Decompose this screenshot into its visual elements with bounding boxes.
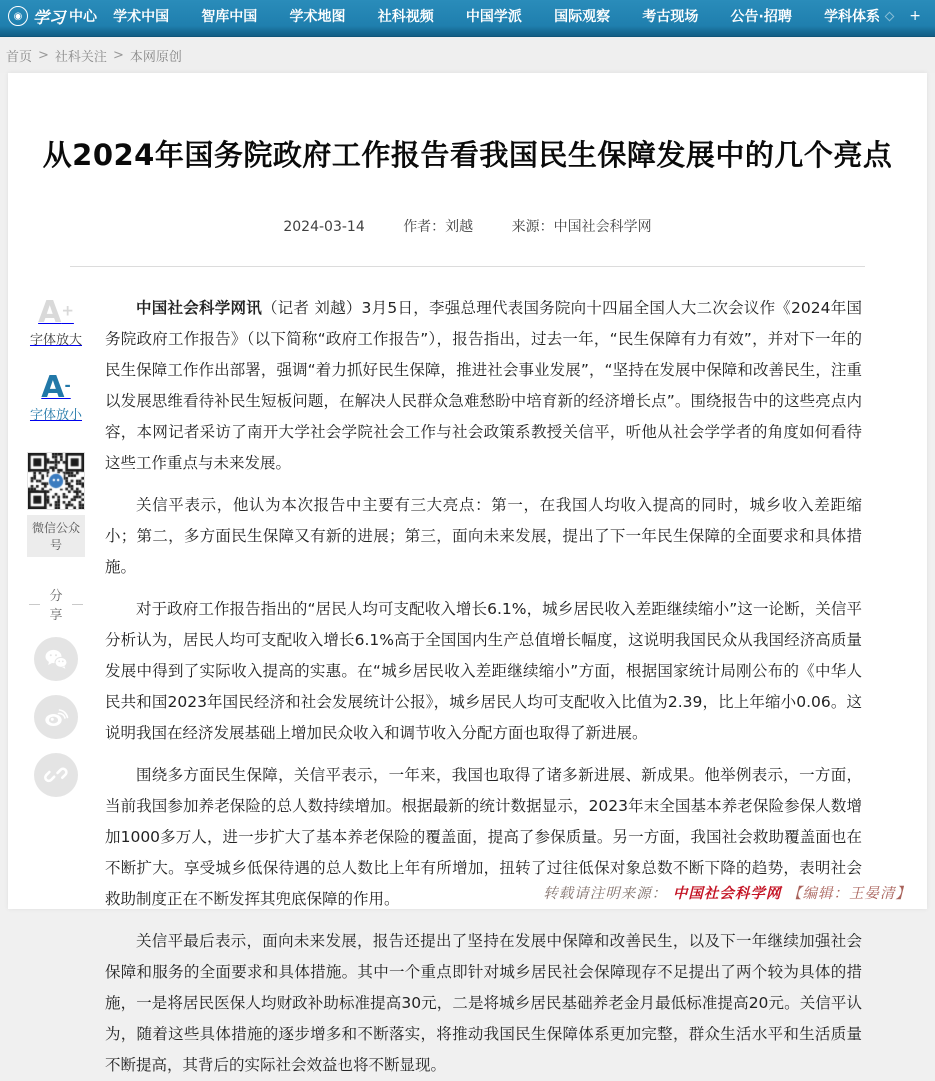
article-paragraph: 中国社会科学网讯（记者 刘越）3月5日，李强总理代表国务院向十四届全国人大二次会议作《2024年国务院政府工作报告》（以下简称“政府工作报告”），报告指出，过去一年，“民生保障有力有效”，并对下一年的民生保障工作作出部署，强调“着力抓好民生保障，推进社会事业发展”，“坚持在发展中保障和改善民生，注重以发展思维看待补民生短板问题，在解决人民群众急难愁盼中培育新的经济增长点”。围绕报告中的这些亮点内容，本网记者采访了南开大学社会学院社会工作与社会政策系教授关信平，听他从社会学学者的角度如何看待这些工作重点与未来发展。 bbox=[105, 299, 862, 472]
nav-item-1[interactable]: 学术中国 bbox=[113, 9, 170, 25]
nav-item-6[interactable]: 国际观察 bbox=[554, 9, 611, 25]
share-label: 分享 bbox=[24, 585, 88, 623]
publish-date: 2024-03-14 bbox=[283, 219, 365, 235]
top-nav bbox=[0, 0, 935, 37]
subject-system-icon bbox=[885, 11, 895, 21]
copylink-share-icon bbox=[45, 764, 67, 786]
article-body bbox=[8, 267, 927, 1081]
font-enlarge-button[interactable]: A+ 字体放大 bbox=[29, 295, 82, 348]
left-toolbar bbox=[24, 295, 88, 797]
breadcrumb-link-2[interactable]: 社科关注 bbox=[54, 49, 107, 65]
editor-credit: 【编辑：王晏清】 bbox=[787, 886, 911, 902]
nav-items bbox=[97, 6, 909, 26]
nav-more-button[interactable]: + bbox=[909, 8, 921, 24]
breadcrumb-separator: > bbox=[112, 47, 124, 63]
font-shrink-button[interactable]: A- 字体放小 bbox=[29, 370, 82, 423]
wechat-qr-box bbox=[27, 452, 85, 557]
wechat-share-button[interactable] bbox=[34, 637, 78, 681]
author: 作者：刘越 bbox=[403, 219, 474, 235]
breadcrumb-separator: > bbox=[38, 47, 49, 63]
breadcrumb bbox=[0, 37, 935, 73]
article-meta bbox=[8, 216, 927, 236]
article-paragraph: 关信平表示，他认为本次报告中主要有三大亮点：第一，在我国人均收入提高的同时，城乡收入差距缩小；第二，多方面民生保障又有新的进展；第三，面向未来发展，提出了下一年民生保障的全面要求和具体措施。 bbox=[105, 496, 862, 576]
logo-label: 中心 bbox=[69, 9, 98, 25]
nav-item-4[interactable]: 社科视频 bbox=[377, 9, 434, 25]
nav-item-3[interactable]: 学术地图 bbox=[289, 9, 346, 25]
nav-item-9[interactable]: 学科体系 bbox=[824, 6, 893, 26]
article-paragraph: 对于政府工作报告指出的“居民人均可支配收入增长6.1%，城乡居民收入差距继续缩小”这一论断，关信平分析认为，居民人均可支配收入增长6.1%高于全国国内生产总值增长幅度，这说明我国民众从我国经济高质量发展中得到了实际收入提高的实惠。在“城乡居民收入差距继续缩小”方面，根据国家统计局刚公布的《中华人民共和国2023年国民经济和社会发展统计公报》，城乡居民人均可支配收入比值为2.39，比上年缩小0.06。这说明我国在经济发展基础上增加民众收入和调节收入分配方面也取得了新进展。 bbox=[105, 600, 862, 742]
nav-item-5[interactable]: 中国学派 bbox=[465, 9, 522, 25]
source: 来源：中国社会科学网 bbox=[511, 219, 652, 235]
nav-item-7[interactable]: 考古现场 bbox=[642, 9, 699, 25]
wechat-qr-code bbox=[27, 452, 85, 510]
wechat-qr-label: 微信公众号 bbox=[27, 515, 85, 557]
nav-item-8[interactable]: 公告·招聘 bbox=[730, 9, 792, 25]
breadcrumb-link-1[interactable]: 首页 bbox=[6, 49, 33, 65]
article-card bbox=[8, 73, 927, 1074]
article-title: 从2024年国务院政府工作报告看我国民生保障发展中的几个亮点 bbox=[42, 138, 893, 172]
copylink-share-button[interactable] bbox=[34, 753, 78, 797]
nav-item-2[interactable]: 智库中国 bbox=[201, 9, 258, 25]
weibo-share-icon bbox=[44, 706, 68, 728]
reprint-prefix: 转载请注明来源： bbox=[543, 886, 668, 902]
reprint-notice bbox=[543, 882, 911, 903]
site-logo[interactable] bbox=[8, 5, 97, 28]
breadcrumb-link-3: 本网原创 bbox=[129, 49, 182, 65]
logo-calligraphy: 学习 bbox=[33, 7, 66, 27]
site-emblem-icon: ◉ bbox=[8, 6, 28, 26]
article-paragraph: 围绕多方面民生保障，关信平表示，一年来，我国也取得了诸多新进展、新成果。他举例表示，一方面，当前我国参加养老保险的总人数持续增加。根据最新的统计数据显示，2023年末全国基本养老保险参保人数增加1000多万人，进一步扩大了基本养老保险的覆盖面，提高了参保质量。另一方面，我国社会救助覆盖面也在不断扩大。享受城乡低保待遇的总人数比上年有所增加，扭转了过往低保对象总数不断下降的趋势，表明社会救助制度正在不断发挥其兜底保障的作用。 bbox=[105, 766, 862, 908]
article-paragraph: 关信平最后表示，面向未来发展，报告还提出了坚持在发展中保障和改善民生，以及下一年继续加强社会保障和服务的全面要求和具体措施。其中一个重点即针对城乡居民社会保障现存不足提出了两个较为具体的措施，一是将居民医保人均财政补助标准提高30元，二是将城乡居民基础养老金月最低标准提高20元。关信平认为，随着这些具体措施的逐步增多和不断落实，将推动我国民生保障体系更加完整，群众生活水平和生活质量不断提高，其背后的实际社会效益也将不断显现。 bbox=[105, 932, 862, 1074]
reprint-source-link[interactable]: 中国社会科学网 bbox=[672, 885, 782, 902]
wechat-share-icon bbox=[44, 648, 68, 670]
weibo-share-button[interactable] bbox=[34, 695, 78, 739]
